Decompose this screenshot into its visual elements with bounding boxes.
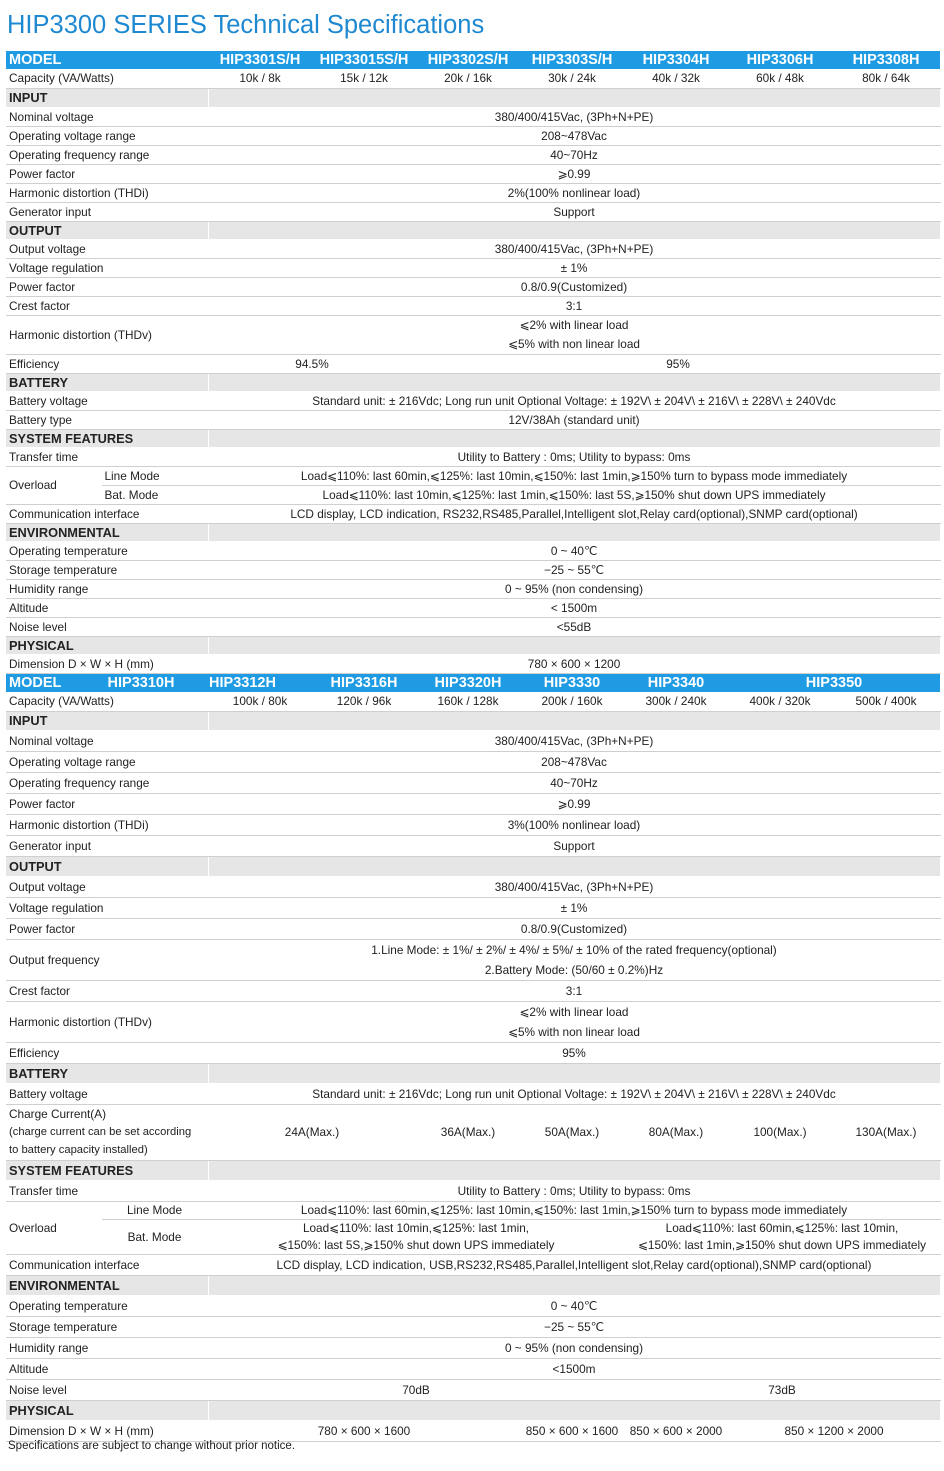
row-value: <1500m xyxy=(208,1358,940,1379)
row-value: 2%(100% nonlinear load) xyxy=(208,183,940,202)
spec-row xyxy=(6,239,940,258)
row-value: Utility to Battery : 0ms; Utility to bypass: 0ms xyxy=(208,447,940,466)
spec-row xyxy=(6,1104,940,1160)
spec-row xyxy=(6,541,940,560)
row-label: Generator input xyxy=(6,202,208,221)
row-value: Load⩽110%: last 10min,⩽125%: last 1min,⩽150%: last 5S,⩾150% shut down UPS immediately xyxy=(208,485,940,504)
section-title: BATTERY xyxy=(6,373,208,391)
row-sublabel: Bat. Mode xyxy=(101,1219,208,1254)
row-label xyxy=(6,1104,208,1160)
row-label: Output voltage xyxy=(6,239,208,258)
row-value: Support xyxy=(208,202,940,221)
row-label: Power factor xyxy=(6,277,208,296)
model-header-row xyxy=(6,674,940,692)
section-row xyxy=(6,636,940,654)
row-label: Overload xyxy=(6,466,101,504)
row-label: Battery voltage xyxy=(6,1083,208,1104)
row-label: Generator input xyxy=(6,835,208,856)
spec-row xyxy=(6,258,940,277)
spec-row xyxy=(6,1083,940,1104)
row-sublabel: Line Mode xyxy=(101,1201,208,1219)
spec-row xyxy=(6,1420,940,1441)
spec-row xyxy=(6,980,940,1001)
row-label: Operating frequency range xyxy=(6,145,208,164)
row-value: 850 × 600 × 1600 xyxy=(520,1420,624,1441)
row-label: Operating frequency range xyxy=(6,772,208,793)
row-value: 208~478Vac xyxy=(208,751,940,772)
charge-value: 130A(Max.) xyxy=(832,1104,940,1160)
spec-row xyxy=(6,1180,940,1201)
spec-row xyxy=(6,391,940,410)
row-value: 70dB xyxy=(208,1379,624,1400)
spec-row xyxy=(6,354,940,373)
row-value: 3:1 xyxy=(208,296,940,315)
footnote: Specifications are subject to change without prior notice. xyxy=(8,1440,296,1452)
row-value: 380/400/415Vac, (3Ph+N+PE) xyxy=(208,239,940,258)
row-value: 850 × 600 × 2000 xyxy=(624,1420,728,1441)
row-value: LCD display, LCD indication, RS232,RS485,Parallel,Intelligent slot,Relay card(optional),SNMP card(optional) xyxy=(208,504,940,523)
section-title: ENVIRONMENTAL xyxy=(6,1275,208,1295)
spec-row xyxy=(6,145,940,164)
row-value xyxy=(208,1001,940,1042)
row-value: 0 ~ 40℃ xyxy=(208,1295,940,1316)
row-value: ± 1% xyxy=(208,897,940,918)
spec-row xyxy=(6,918,940,939)
charge-label-line: to battery capacity installed) xyxy=(9,1144,148,1156)
spec-row xyxy=(6,183,940,202)
model-name: HIP3316H xyxy=(312,674,416,692)
bat-mode-line: Load⩽110%: last 10min,⩽125%: last 1min, xyxy=(302,1220,530,1235)
model-name: HIP33015S/H xyxy=(312,51,416,69)
row-value: 12V/38Ah (standard unit) xyxy=(208,410,940,429)
row-label: Nominal voltage xyxy=(6,107,208,126)
row-label: Nominal voltage xyxy=(6,730,208,751)
spec-row xyxy=(6,485,940,504)
model-name: HIP3302S/H xyxy=(416,51,520,69)
row-label: Noise level xyxy=(6,1379,208,1400)
row-value: 780 × 600 × 1200 xyxy=(208,654,940,673)
section-title: SYSTEM FEATURES xyxy=(6,1160,208,1180)
bat-mode-line: ⩽150%: last 5S,⩾150% shut down UPS immediately xyxy=(277,1237,555,1252)
row-value: Load⩽110%: last 60min,⩽125%: last 10min,⩽150%: last 1min,⩾150% turn to bypass mode immediately xyxy=(208,466,940,485)
row-value: 95% xyxy=(208,1042,940,1063)
row-value: 3%(100% nonlinear load) xyxy=(208,814,940,835)
spec-row xyxy=(6,164,940,183)
row-label: Crest factor xyxy=(6,296,208,315)
row-value: 0 ~ 95% (non condensing) xyxy=(208,1337,940,1358)
capacity-value: 500k / 400k xyxy=(832,692,940,711)
spec-row xyxy=(6,277,940,296)
section-title: INPUT xyxy=(6,711,208,730)
row-label: Battery voltage xyxy=(6,391,208,410)
row-value: 95% xyxy=(416,354,940,373)
capacity-value: 120k / 96k xyxy=(312,692,416,711)
model-name: HIP3304H xyxy=(624,51,728,69)
row-value: 380/400/415Vac, (3Ph+N+PE) xyxy=(208,730,940,751)
spec-row xyxy=(6,1316,940,1337)
row-value: −25 ~ 55℃ xyxy=(208,1316,940,1337)
spec-row xyxy=(6,814,940,835)
row-label: Efficiency xyxy=(6,1042,208,1063)
out-freq-line: 2.Battery Mode: (50/60 ± 0.2%)Hz xyxy=(484,962,664,977)
row-label: Dimension D × W × H (mm) xyxy=(6,1420,208,1441)
capacity-value: 100k / 80k xyxy=(208,692,312,711)
model-name: HIP3350 xyxy=(728,674,940,692)
section-row xyxy=(6,711,940,730)
row-label: Power factor xyxy=(6,164,208,183)
capacity-value: 200k / 160k xyxy=(520,692,624,711)
spec-row xyxy=(6,296,940,315)
row-value: 3:1 xyxy=(208,980,940,1001)
thdv-line: ⩽2% with linear load xyxy=(519,1004,629,1019)
model-name: HIP3340 xyxy=(624,674,728,692)
spec-row xyxy=(6,1219,940,1254)
charge-label-line: Charge Current(A) xyxy=(9,1107,107,1121)
row-label: Harmonic distortion (THDv) xyxy=(6,315,208,354)
section-row xyxy=(6,88,940,107)
spec-row xyxy=(6,897,940,918)
section-title: PHYSICAL xyxy=(6,1400,208,1420)
row-value: Standard unit: ± 216Vdc; Long run unit Optional Voltage: ± 192V\ ± 204V\ ± 216V\ ± 228V\ ± 240Vdc xyxy=(208,1083,940,1104)
row-label: Capacity (VA/Watts) xyxy=(6,69,208,88)
row-value: 850 × 1200 × 2000 xyxy=(728,1420,940,1441)
model-header-row xyxy=(6,51,940,69)
row-value: 0.8/0.9(Customized) xyxy=(208,277,940,296)
thdv-line: ⩽2% with linear load xyxy=(519,317,629,332)
spec-row xyxy=(6,504,940,523)
spec-row xyxy=(6,107,940,126)
row-value: ⩾0.99 xyxy=(208,164,940,183)
section-row xyxy=(6,856,940,876)
row-sublabel: Line Mode xyxy=(101,466,208,485)
row-value: LCD display, LCD indication, USB,RS232,RS485,Parallel,Intelligent slot,Relay card(optional),SNMP card(optional) xyxy=(208,1254,940,1275)
section-title: OUTPUT xyxy=(6,221,208,239)
spec-row xyxy=(6,1042,940,1063)
spec-row xyxy=(6,1201,940,1219)
row-sublabel: Bat. Mode xyxy=(101,485,208,504)
capacity-value: 300k / 240k xyxy=(624,692,728,711)
row-value xyxy=(208,315,940,354)
row-value: 380/400/415Vac, (3Ph+N+PE) xyxy=(208,876,940,897)
spec-row xyxy=(6,315,940,354)
row-label: Humidity range xyxy=(6,1337,208,1358)
capacity-value: 60k / 48k xyxy=(728,69,832,88)
section-row xyxy=(6,1160,940,1180)
row-value: Load⩽110%: last 60min,⩽125%: last 10min,⩽150%: last 1min,⩾150% turn to bypass mode immediately xyxy=(208,1201,940,1219)
spec-row xyxy=(6,772,940,793)
section-title: INPUT xyxy=(6,88,208,107)
row-label: Storage temperature xyxy=(6,1316,208,1337)
thdv-line: ⩽5% with non linear load xyxy=(508,336,640,351)
spec-row xyxy=(6,447,940,466)
row-value: ± 1% xyxy=(208,258,940,277)
capacity-value: 40k / 32k xyxy=(624,69,728,88)
row-label: Voltage regulation xyxy=(6,897,208,918)
capacity-value: 400k / 320k xyxy=(728,692,832,711)
spec-row xyxy=(6,617,940,636)
spec-table-2 xyxy=(6,674,941,1442)
row-value: 380/400/415Vac, (3Ph+N+PE) xyxy=(208,107,940,126)
row-label: Operating temperature xyxy=(6,1295,208,1316)
charge-value: 50A(Max.) xyxy=(520,1104,624,1160)
row-value: −25 ~ 55℃ xyxy=(208,560,940,579)
charge-value: 36A(Max.) xyxy=(416,1104,520,1160)
section-title: OUTPUT xyxy=(6,856,208,876)
spec-row xyxy=(6,939,940,980)
section-row xyxy=(6,221,940,239)
bat-mode-line: ⩽150%: last 1min,⩾150% shut down UPS immediately xyxy=(638,1237,926,1252)
row-label: Dimension D × W × H (mm) xyxy=(6,654,208,673)
section-row xyxy=(6,429,940,447)
row-value: 780 × 600 × 1600 xyxy=(208,1420,520,1441)
spec-table-1 xyxy=(6,51,941,674)
capacity-row xyxy=(6,69,940,88)
row-label: Storage temperature xyxy=(6,560,208,579)
bat-mode-line: Load⩽110%: last 60min,⩽125%: last 10min, xyxy=(665,1220,899,1235)
row-label: Harmonic distortion (THDi) xyxy=(6,814,208,835)
section-title: BATTERY xyxy=(6,1063,208,1083)
row-label: Communication interface xyxy=(6,1254,208,1275)
row-value xyxy=(208,1219,624,1254)
model-name: HIP3303S/H xyxy=(520,51,624,69)
row-label: Battery type xyxy=(6,410,208,429)
spec-row xyxy=(6,1295,940,1316)
spec-row xyxy=(6,1254,940,1275)
row-label: Transfer time xyxy=(6,1180,208,1201)
spec-row xyxy=(6,560,940,579)
charge-value: 100(Max.) xyxy=(728,1104,832,1160)
model-name: HIP3320H xyxy=(416,674,520,692)
model-name: HIP3330 xyxy=(520,674,624,692)
model-name: HIP3306H xyxy=(728,51,832,69)
row-value: 0.8/0.9(Customized) xyxy=(208,918,940,939)
spec-row xyxy=(6,1379,940,1400)
capacity-value: 160k / 128k xyxy=(416,692,520,711)
section-row xyxy=(6,1063,940,1083)
section-title: PHYSICAL xyxy=(6,636,208,654)
charge-label-line: (charge current can be set according xyxy=(9,1126,192,1138)
spec-row xyxy=(6,126,940,145)
row-value: 73dB xyxy=(624,1379,940,1400)
row-label: Capacity (VA/Watts) xyxy=(6,692,208,711)
section-row xyxy=(6,1400,940,1420)
row-value: Standard unit: ± 216Vdc; Long run unit Optional Voltage: ± 192V\ ± 204V\ ± 216V\ ± 228V\ ± 240Vdc xyxy=(208,391,940,410)
spec-row xyxy=(6,202,940,221)
row-label: Operating voltage range xyxy=(6,751,208,772)
row-label: Harmonic distortion (THDv) xyxy=(6,1001,208,1042)
row-label: Noise level xyxy=(6,617,208,636)
row-value: 0 ~ 95% (non condensing) xyxy=(208,579,940,598)
capacity-value: 20k / 16k xyxy=(416,69,520,88)
section-row xyxy=(6,373,940,391)
spec-row xyxy=(6,410,940,429)
row-value: 208~478Vac xyxy=(208,126,940,145)
row-label: Efficiency xyxy=(6,354,208,373)
row-value xyxy=(208,939,940,980)
spec-row xyxy=(6,793,940,814)
charge-value: 24A(Max.) xyxy=(208,1104,416,1160)
row-label: Overload xyxy=(6,1201,101,1254)
model-name xyxy=(101,674,312,692)
section-row xyxy=(6,523,940,541)
row-value: 40~70Hz xyxy=(208,145,940,164)
capacity-value: 15k / 12k xyxy=(312,69,416,88)
spec-row xyxy=(6,730,940,751)
row-label: Power factor xyxy=(6,793,208,814)
row-value: 0 ~ 40℃ xyxy=(208,541,940,560)
row-label: Humidity range xyxy=(6,579,208,598)
capacity-value: 80k / 64k xyxy=(832,69,940,88)
row-label: Altitude xyxy=(6,1358,208,1379)
row-value: Support xyxy=(208,835,940,856)
row-label: Crest factor xyxy=(6,980,208,1001)
row-label: Communication interface xyxy=(6,504,208,523)
spec-row xyxy=(6,751,940,772)
section-title: SYSTEM FEATURES xyxy=(6,429,208,447)
spec-row xyxy=(6,1001,940,1042)
spec-row xyxy=(6,835,940,856)
thdv-line: ⩽5% with non linear load xyxy=(508,1024,640,1039)
row-label: Operating voltage range xyxy=(6,126,208,145)
model-name: HIP3308H xyxy=(832,51,940,69)
model-name-text: HIP3312H xyxy=(209,675,276,691)
out-freq-line: 1.Line Mode: ± 1%/ ± 2%/ ± 4%/ ± 5%/ ± 10% of the rated frequency(optional) xyxy=(371,942,777,957)
row-label: Operating temperature xyxy=(6,541,208,560)
model-name-text: HIP3310H xyxy=(107,675,175,691)
model-label: MODEL xyxy=(6,674,101,692)
charge-value: 80A(Max.) xyxy=(624,1104,728,1160)
section-row xyxy=(6,1275,940,1295)
row-value: < 1500m xyxy=(208,598,940,617)
capacity-value: 10k / 8k xyxy=(208,69,312,88)
row-label: Output frequency xyxy=(6,939,208,980)
spec-row xyxy=(6,579,940,598)
row-value: Utility to Battery : 0ms; Utility to bypass: 0ms xyxy=(208,1180,940,1201)
row-label: Harmonic distortion (THDi) xyxy=(6,183,208,202)
row-label: Voltage regulation xyxy=(6,258,208,277)
row-value: <55dB xyxy=(208,617,940,636)
spec-row xyxy=(6,466,940,485)
model-name: HIP3301S/H xyxy=(208,51,312,69)
row-label: Power factor xyxy=(6,918,208,939)
model-label: MODEL xyxy=(6,51,208,69)
section-title: ENVIRONMENTAL xyxy=(6,523,208,541)
spec-row xyxy=(6,598,940,617)
spec-row xyxy=(6,876,940,897)
capacity-row xyxy=(6,692,940,711)
page-title: HIP3300 SERIES Technical Specifications xyxy=(7,11,485,39)
row-value: ⩾0.99 xyxy=(208,793,940,814)
spec-row xyxy=(6,1358,940,1379)
capacity-value: 30k / 24k xyxy=(520,69,624,88)
row-value xyxy=(624,1219,940,1254)
spec-row xyxy=(6,1337,940,1358)
row-label: Output voltage xyxy=(6,876,208,897)
row-label: Transfer time xyxy=(6,447,208,466)
spec-row xyxy=(6,654,940,673)
row-value: 94.5% xyxy=(208,354,416,373)
row-value: 40~70Hz xyxy=(208,772,940,793)
row-label: Altitude xyxy=(6,598,208,617)
